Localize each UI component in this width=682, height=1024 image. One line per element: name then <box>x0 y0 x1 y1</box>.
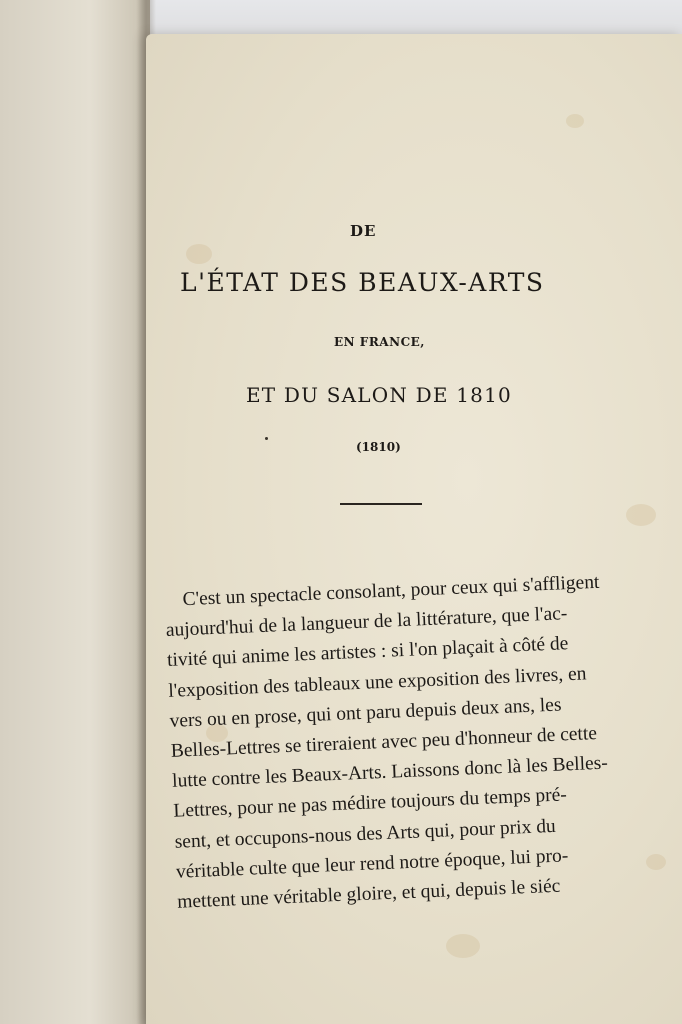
paragraph-line: lutte contre les Beaux-Arts. Laissons donc là les Belles- <box>171 752 609 792</box>
paragraph-line: véritable culte que leur rend notre époque, lui pro- <box>175 845 569 883</box>
heading-subtitle: EN FRANCE, <box>334 335 425 349</box>
foxing-spot <box>566 114 584 128</box>
paragraph-line: Lettres, pour ne pas médire toujours du temps pré- <box>173 784 568 823</box>
paragraph-line: sent, et occupons-nous des Arts qui, pour prix du <box>174 815 557 853</box>
paragraph-line: tivité qui anime les artistes : si l'on plaçait à côté de <box>166 633 569 672</box>
ink-dot <box>265 437 268 440</box>
paragraph-line: l'exposition des tableaux une exposition des livres, en <box>167 662 587 702</box>
section-divider <box>340 503 422 505</box>
page-title: L'ÉTAT DES BEAUX-ARTS <box>180 268 545 297</box>
heading-salon: ET DU SALON DE 1810 <box>246 383 512 407</box>
left-page <box>0 0 150 1024</box>
foxing-spot <box>646 854 666 870</box>
paragraph-line: C'est un spectacle consolant, pour ceux qui s'affligent <box>182 571 600 611</box>
paragraph-line: aujourd'hui de la langueur de la littérature, que l'ac- <box>165 603 568 642</box>
foxing-spot <box>186 244 212 264</box>
heading-year: (1810) <box>356 440 401 454</box>
paragraph-line: Belles-Lettres se tireraient avec peu d'honneur de cette <box>170 722 598 762</box>
paragraph-line: mettent une véritable gloire, et qui, depuis le siéc <box>176 875 561 913</box>
foxing-spot <box>626 504 656 526</box>
paragraph-line: vers ou en prose, qui ont paru depuis deux ans, les <box>169 694 562 732</box>
body-paragraph <box>164 566 647 917</box>
heading-de: DE <box>350 222 377 240</box>
foxing-spot <box>446 934 480 958</box>
